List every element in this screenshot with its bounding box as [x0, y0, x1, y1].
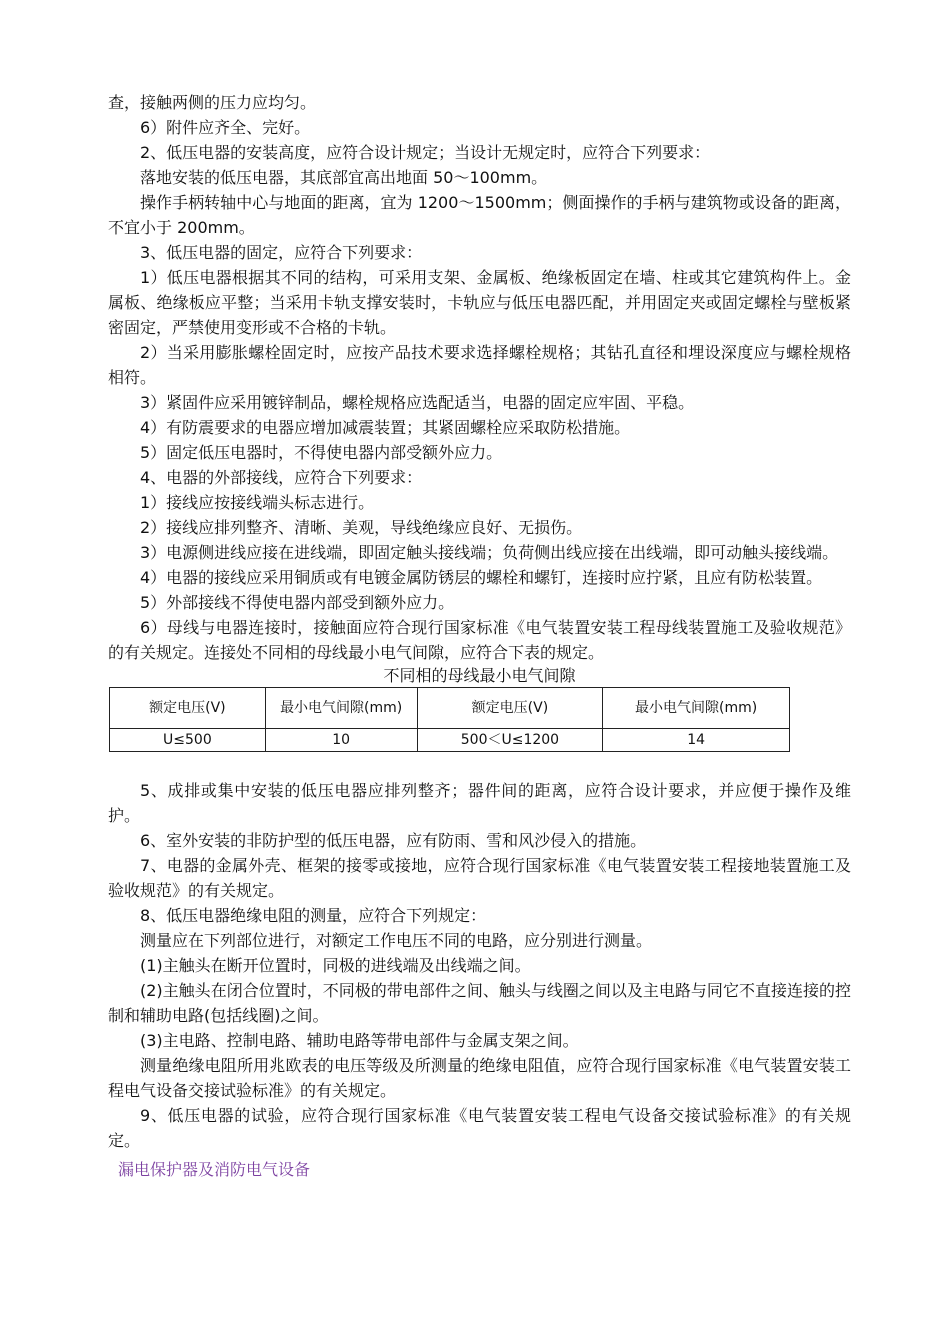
paragraph-group-top: [108, 90, 851, 665]
paragraph: 测量应在下列部位进行，对额定工作电压不同的电路，应分别进行测量。: [140, 931, 653, 950]
paragraph: 3）电源侧进线应接在进线端，即固定触头接线端；负荷侧出线应接在出线端，即可动触头接线端。: [140, 543, 839, 562]
paragraph: 5）外部接线不得使电器内部受到额外应力。: [140, 593, 455, 612]
paragraph: 8、低压电器绝缘电阻的测量，应符合下列规定：: [140, 906, 487, 925]
paragraph: 查，接触两侧的压力应均匀。: [108, 93, 317, 112]
table-header-row: [110, 688, 790, 729]
paragraph: (3)主电路、控制电路、辅助电路等带电部件与金属支架之间。: [140, 1031, 579, 1050]
header-cell: 最小电气间隙(mm): [265, 688, 417, 729]
header-cell: 最小电气间隙(mm): [603, 688, 790, 729]
table-cell: 10: [265, 729, 417, 752]
paragraph: 1）低压电器根据其不同的结构，可采用支架、金属板、绝缘板固定在墙、柱或其它建筑构件上。金属板、绝缘板应平整；当采用卡轨支撑安装时，卡轨应与低压电器匹配，并用固定夹或固定螺栓与壁板紧密固定，严禁使用变形或不合格的卡轨。: [108, 268, 851, 337]
footer-link[interactable]: 漏电保护器及消防电气设备: [118, 1160, 311, 1179]
paragraph: (1)主触头在断开位置时，同极的进线端及出线端之间。: [140, 956, 531, 975]
table-cell: 14: [603, 729, 790, 752]
paragraph: 3、低压电器的固定，应符合下列要求：: [140, 243, 423, 262]
paragraph: 1）接线应按接线端头标志进行。: [140, 493, 375, 512]
paragraph-group-bottom: [108, 778, 851, 1153]
header-cell: 额定电压(V): [110, 688, 266, 729]
table-cell: 500＜U≤1200: [417, 729, 603, 752]
paragraph: 落地安装的低压电器，其底部宜高出地面 50～100mm。: [140, 168, 548, 187]
paragraph: 测量绝缘电阻所用兆欧表的电压等级及所测量的绝缘电阻值，应符合现行国家标准《电气装置安装工程电气设备交接试验标准》的有关规定。: [108, 1056, 851, 1100]
paragraph: (2)主触头在闭合位置时，不同极的带电部件之间、触头与线圈之间以及主电路与同它不直接连接的控制和辅助电路(包括线圈)之间。: [108, 981, 851, 1025]
paragraph: 4）电器的接线应采用铜质或有电镀金属防锈层的螺栓和螺钉，连接时应拧紧，且应有防松装置。: [140, 568, 823, 587]
document-body: [108, 90, 851, 1182]
paragraph: 6、室外安装的非防护型的低压电器，应有防雨、雪和风沙侵入的措施。: [140, 831, 647, 850]
paragraph: 5）固定低压电器时，不得使电器内部受额外应力。: [140, 443, 503, 462]
paragraph: 2）接线应排列整齐、清晰、美观，导线绝缘应良好、无损伤。: [140, 518, 583, 537]
paragraph: 5、成排或集中安装的低压电器应排列整齐；器件间的距离，应符合设计要求，并应便于操作及维护。: [108, 781, 851, 825]
paragraph: 3）紧固件应采用镀锌制品，螺栓规格应选配适当，电器的固定应牢固、平稳。: [140, 393, 695, 412]
paragraph: 9、低压电器的试验，应符合现行国家标准《电气装置安装工程电气设备交接试验标准》的有关规定。: [108, 1106, 851, 1150]
paragraph: 7、电器的金属外壳、框架的接零或接地，应符合现行国家标准《电气装置安装工程接地装置施工及验收规范》的有关规定。: [108, 856, 851, 900]
paragraph: 2、低压电器的安装高度，应符合设计规定；当设计无规定时，应符合下列要求：: [140, 143, 711, 162]
paragraph: 6）母线与电器连接时，接触面应符合现行国家标准《电气装置安装工程母线装置施工及验收规范》的有关规定。连接处不同相的母线最小电气间隙，应符合下表的规定。: [108, 618, 851, 662]
table-cell: U≤500: [110, 729, 266, 752]
clearance-table: [109, 687, 790, 752]
paragraph: 4）有防震要求的电器应增加减震装置；其紧固螺栓应采取防松措施。: [140, 418, 631, 437]
paragraph: 操作手柄转轴中心与地面的距离，宜为 1200～1500mm；侧面操作的手柄与建筑物或设备的距离，不宜小于 200mm。: [108, 193, 851, 237]
header-cell: 额定电压(V): [417, 688, 603, 729]
table-row: [110, 729, 790, 752]
paragraph: 4、电器的外部接线，应符合下列要求：: [140, 468, 423, 487]
paragraph: 6）附件应齐全、完好。: [140, 118, 311, 137]
table-caption: 不同相的母线最小电气间隙: [383, 666, 576, 685]
paragraph: 2）当采用膨胀螺栓固定时，应按产品技术要求选择螺栓规格；其钻孔直径和埋设深度应与螺栓规格相符。: [108, 343, 851, 387]
